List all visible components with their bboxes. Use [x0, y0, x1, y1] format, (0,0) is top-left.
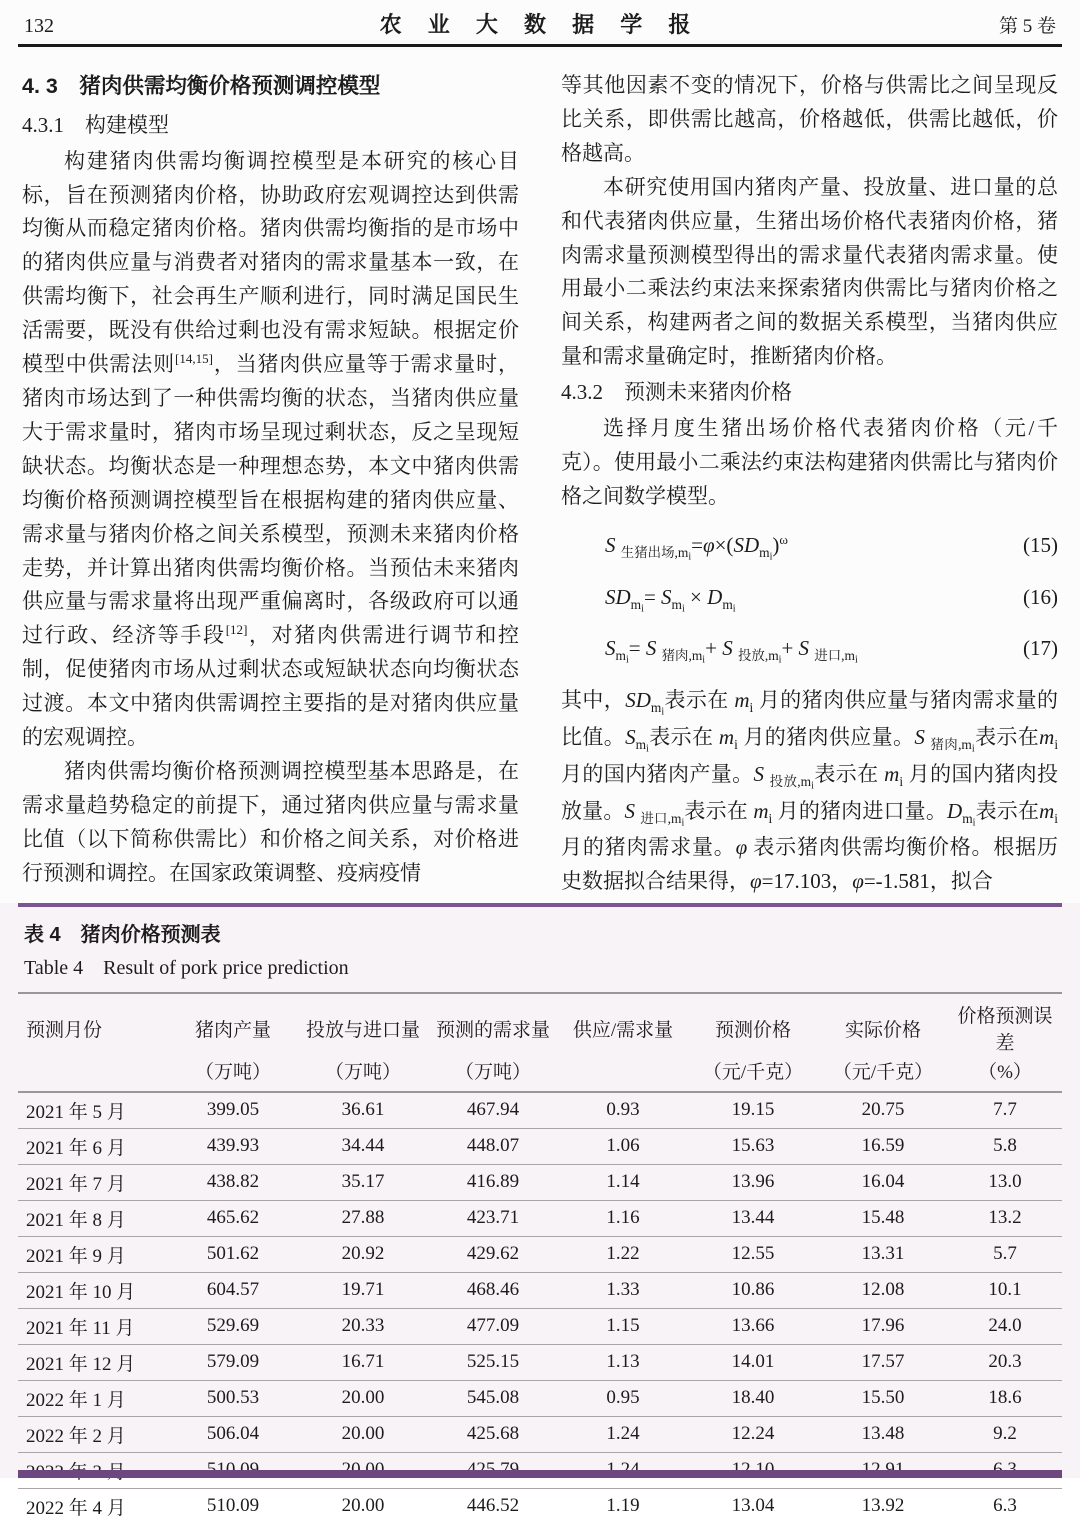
- paragraph: 其中，$SD_{mi}$表示在 $m_i$ 月的猪肉供应量与猪肉需求量的比值。$S_{mi}$表示在 $m_i$ 月的猪肉供应量。S $_{猪肉,mi}$表示在$m_i$月的国内猪肉产量。S $_{投放,mi}$表示在 $m_i$ 月的国内猪肉投放量。S $_{进口,mi}$表示在 $m_i$ 月的猪肉进口量。$D_{mi}$表示在$m_i$月的猪肉需求量。φ 表示猪肉供需均衡价格。根据历史数据拟合结果得，φ=17.103，φ=-1.581，拟合: [561, 688, 1059, 894]
- value-cell: 19.15: [688, 1092, 818, 1128]
- value-cell: 5.7: [948, 1236, 1062, 1272]
- value-cell: 1.15: [558, 1308, 688, 1344]
- value-cell: 429.62: [428, 1236, 558, 1272]
- value-cell: 1.19: [606, 1495, 640, 1517]
- value-cell: 423.71: [428, 1200, 558, 1236]
- value-cell: 7.7: [948, 1092, 1062, 1128]
- value-cell: 20.75: [818, 1092, 948, 1128]
- column-unit: （万吨）: [168, 1056, 298, 1092]
- month-cell: 2021 年 11 月: [18, 1308, 168, 1344]
- table-body: [18, 1092, 1062, 1524]
- value-cell: 579.09: [168, 1344, 298, 1380]
- paragraph: 本研究使用国内猪肉产量、投放量、进口量的总和代表猪肉供应量，生猪出场价格代表猪肉价格，猪肉需求量预测模型得出的需求量代表猪肉需求量。使用最小二乘法约束法来探索猪肉供需比与猪肉价格之间关系，构建两者之间的数据关系模型，当猪肉供应量和需求量确定时，推断猪肉价格。: [561, 174, 1058, 369]
- left-column: [22, 69, 519, 899]
- value-cell: 5.8: [948, 1128, 1062, 1164]
- value-cell: 12.24: [688, 1416, 818, 1452]
- table-row: [18, 1272, 1062, 1308]
- value-cell: 439.93: [168, 1128, 298, 1164]
- value-cell: 20.00: [298, 1380, 428, 1416]
- value-cell: 506.04: [168, 1416, 298, 1452]
- value-cell: 604.57: [168, 1272, 298, 1308]
- journal-title: 农 业 大 数 据 学 报: [379, 12, 701, 37]
- value-cell: 13.0: [948, 1164, 1062, 1200]
- value-cell: 17.57: [818, 1344, 948, 1380]
- value-cell: 1.13: [558, 1344, 688, 1380]
- value-cell: 17.96: [818, 1308, 948, 1344]
- value-cell: 425.68: [428, 1416, 558, 1452]
- table-section: [0, 903, 1080, 1519]
- value-cell: 12.08: [818, 1272, 948, 1308]
- value-cell: 20.3: [948, 1344, 1062, 1380]
- value-cell: 1.24: [558, 1416, 688, 1452]
- paragraph: 猪肉供需均衡价格预测调控模型基本思路是，在需求量趋势稳定的前提下，通过猪肉供应量与需求量比值（以下简称供需比）和价格之间关系，对价格进行预测和调控。在国家政策调整、疫病疫情: [22, 758, 519, 885]
- value-cell: 525.15: [428, 1344, 558, 1380]
- table-bottom-rule: [18, 1470, 1062, 1478]
- table-header: [18, 993, 1062, 1092]
- column-header: 供应/需求量: [558, 993, 688, 1056]
- value-cell: 1.14: [558, 1164, 688, 1200]
- value-cell: 1.33: [558, 1272, 688, 1308]
- value-cell: 467.94: [428, 1092, 558, 1128]
- column-header: 猪肉产量: [168, 993, 298, 1056]
- table-row: [18, 1308, 1062, 1344]
- column-unit: （万吨）: [428, 1056, 558, 1092]
- value-cell: 438.82: [168, 1164, 298, 1200]
- paragraph: 构建猪肉供需均衡调控模型是本研究的核心目标，旨在预测猪肉价格，协助政府宏观调控达到供需均衡从而稳定猪肉价格。猪肉供需均衡指的是市场中的猪肉供应量与消费者对猪肉的需求量基本一致，在供需均衡下，社会再生产顺利进行，同时满足国民生活需要，既没有供给过剩也没有需求短缺。根据定价模型中供需法则[14,15]，当猪肉供应量等于需求量时，猪肉市场达到了一种供需均衡的状态，当猪肉供应量大于需求量时，猪肉市场呈现过剩状态，反之呈现短缺状态。均衡状态是一种理想态势，本文中猪肉供需均衡价格预测调控模型旨在根据构建的猪肉供应量、需求量与猪肉价格之间关系模型，预测未来猪肉价格走势，并计算出猪肉供需均衡价格。当预估未来猪肉供应量与需求量将出现严重偏离时，各级政府可以通过行政、经济等手段[12]，对猪肉供需进行调节和控制，促使猪肉市场从过剩状态或短缺状态向均衡状态过渡。本文中猪肉供需调控主要指的是对猪肉供应量的宏观调控。: [22, 148, 520, 750]
- running-head: [0, 0, 1080, 39]
- value-cell: 20.33: [298, 1308, 428, 1344]
- value-cell: 16.04: [818, 1164, 948, 1200]
- value-cell: 12.55: [688, 1236, 818, 1272]
- table-top-rule: [18, 903, 1062, 907]
- value-cell: 36.61: [298, 1092, 428, 1128]
- value-cell: 13.48: [818, 1416, 948, 1452]
- table-row: [18, 1416, 1062, 1452]
- value-cell: 13.66: [688, 1308, 818, 1344]
- value-cell: 13.92: [861, 1495, 905, 1517]
- table-row: [18, 1488, 1062, 1524]
- value-cell: 13.2: [948, 1200, 1062, 1236]
- body-columns: [0, 47, 1080, 899]
- value-cell: 545.08: [428, 1380, 558, 1416]
- right-column: [561, 69, 1058, 899]
- month-cell: 2021 年 7 月: [18, 1164, 168, 1200]
- column-header: 预测的需求量: [428, 993, 558, 1056]
- value-cell: 16.71: [298, 1344, 428, 1380]
- equation-body: S $_{生猪出场,mi}=\varphi\times(SD_{mi})^\omega$: [605, 531, 788, 563]
- month-cell: 2021 年 8 月: [18, 1200, 168, 1236]
- value-cell: 448.07: [428, 1128, 558, 1164]
- value-cell: 13.96: [688, 1164, 818, 1200]
- value-cell: 27.88: [298, 1200, 428, 1236]
- column-header: 预测月份: [18, 993, 168, 1056]
- month-cell: 2021 年 6 月: [18, 1128, 168, 1164]
- column-unit: （%）: [948, 1056, 1062, 1092]
- column-header: 价格预测误差: [948, 993, 1062, 1056]
- value-cell: 24.0: [948, 1308, 1062, 1344]
- month-cell: 2021 年 9 月: [18, 1236, 168, 1272]
- value-cell: 18.6: [948, 1380, 1062, 1416]
- equation: [561, 529, 1058, 566]
- month-cell: 2022 年 2 月: [18, 1416, 168, 1452]
- value-cell: 16.59: [818, 1128, 948, 1164]
- equation-number: (15): [1023, 532, 1058, 557]
- pork-price-prediction-table: [18, 992, 1062, 1524]
- value-cell: 501.62: [168, 1236, 298, 1272]
- table-row: [18, 1380, 1062, 1416]
- column-header: 投放与进口量: [298, 993, 428, 1056]
- volume-label: 第 5 卷: [998, 16, 1056, 37]
- column-unit: （元/千克）: [688, 1056, 818, 1092]
- table-caption-zh: 表 4 猪肉价格预测表: [24, 924, 221, 946]
- value-cell: 18.40: [688, 1380, 818, 1416]
- value-cell: 15.48: [818, 1200, 948, 1236]
- value-cell: 14.01: [688, 1344, 818, 1380]
- equations-block: [561, 529, 1058, 669]
- table-row: [18, 1200, 1062, 1236]
- value-cell: 15.63: [688, 1128, 818, 1164]
- month-cell: 2021 年 10 月: [18, 1272, 168, 1308]
- subsection-heading-432: 4.3.2 预测未来猪肉价格: [561, 380, 792, 405]
- month-cell: 2021 年 5 月: [18, 1092, 168, 1128]
- value-cell: 20.00: [298, 1416, 428, 1452]
- value-cell: 1.22: [558, 1236, 688, 1272]
- table-row: [18, 1128, 1062, 1164]
- equation-body: $S_{mi}= S$ $_{猪肉,mi}$+ S $_{投放,mi}$+ S $_{进口,mi}$: [605, 636, 858, 666]
- value-cell: 20.92: [298, 1236, 428, 1272]
- value-cell: 465.62: [168, 1200, 298, 1236]
- month-cell: 2022 年 4 月: [26, 1497, 126, 1519]
- equation: [561, 632, 1058, 669]
- column-unit: [18, 1056, 168, 1092]
- value-cell: 9.2: [948, 1416, 1062, 1452]
- equation-body: $SD_{mi}= S_{mi} \times D_{mi}$: [605, 584, 736, 615]
- page-number: 132: [24, 15, 54, 37]
- value-cell: 19.71: [298, 1272, 428, 1308]
- column-unit: （元/千克）: [818, 1056, 948, 1092]
- table-row: [18, 1164, 1062, 1200]
- column-header: 预测价格: [688, 993, 818, 1056]
- value-cell: 13.31: [818, 1236, 948, 1272]
- value-cell: 0.95: [558, 1380, 688, 1416]
- value-cell: 1.06: [558, 1128, 688, 1164]
- value-cell: 529.69: [168, 1308, 298, 1344]
- value-cell: 20.00: [341, 1495, 385, 1517]
- value-cell: 399.05: [168, 1092, 298, 1128]
- value-cell: 34.44: [298, 1128, 428, 1164]
- value-cell: 13.44: [688, 1200, 818, 1236]
- paragraph: 选择月度生猪出场价格代表猪肉价格（元/千克）。使用最小二乘法约束法构建猪肉供需比与猪肉价格之间数学模型。: [561, 416, 1058, 508]
- subsection-heading-431: 4.3.1 构建模型: [22, 112, 169, 137]
- value-cell: 1.16: [558, 1200, 688, 1236]
- month-cell: 2022 年 1 月: [18, 1380, 168, 1416]
- equation: [561, 581, 1058, 618]
- table-caption-en: Table 4 Result of pork price prediction: [24, 957, 349, 979]
- value-cell: 468.46: [428, 1272, 558, 1308]
- table-row: [18, 1344, 1062, 1380]
- value-cell: 6.3: [993, 1495, 1017, 1517]
- column-unit: [558, 1056, 688, 1092]
- table-row: [18, 1236, 1062, 1272]
- value-cell: 15.50: [818, 1380, 948, 1416]
- equation-number: (17): [1023, 636, 1058, 661]
- table-row: [18, 1092, 1062, 1128]
- equation-number: (16): [1023, 584, 1058, 609]
- value-cell: 35.17: [298, 1164, 428, 1200]
- month-cell: 2021 年 12 月: [18, 1344, 168, 1380]
- value-cell: 446.52: [466, 1495, 520, 1517]
- value-cell: 10.86: [688, 1272, 818, 1308]
- paragraph: 等其他因素不变的情况下，价格与供需比之间呈现反比关系，即供需比越高，价格越低，供需比越低，价格越高。: [561, 73, 1058, 165]
- value-cell: 500.53: [168, 1380, 298, 1416]
- value-cell: 416.89: [428, 1164, 558, 1200]
- value-cell: 13.04: [731, 1495, 775, 1517]
- value-cell: 0.93: [558, 1092, 688, 1128]
- column-header: 实际价格: [818, 993, 948, 1056]
- value-cell: 510.09: [206, 1495, 260, 1517]
- column-unit: （万吨）: [298, 1056, 428, 1092]
- section-heading: 4. 3 猪肉供需均衡价格预测调控模型: [22, 74, 381, 98]
- value-cell: 477.09: [428, 1308, 558, 1344]
- value-cell: 10.1: [948, 1272, 1062, 1308]
